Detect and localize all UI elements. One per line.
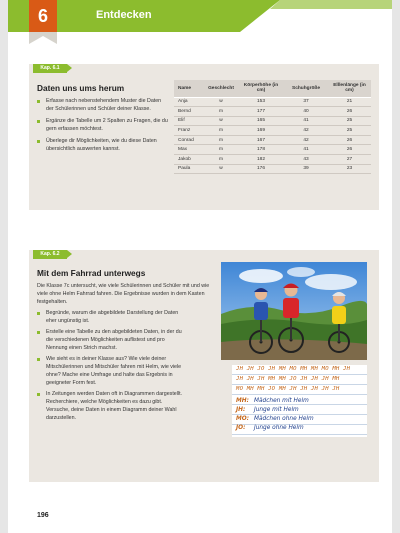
table-row [174, 126, 371, 136]
task-item: Begründe, warum die abgebildete Darstellung der Daten eher ungünstig ist. [37, 309, 187, 325]
page-title: Entdecken [96, 9, 152, 21]
table-row [174, 145, 371, 155]
table-cell: 25 [328, 126, 371, 136]
table-cell: 26 [328, 107, 371, 117]
student-data-table [174, 80, 371, 174]
table-cell: Bernd [174, 107, 204, 117]
tally-line: JH JH JH MH MH JO JH JH JH MH [236, 376, 340, 382]
table-cell: 43 [284, 155, 328, 165]
table-cell: Max [174, 145, 204, 155]
tally-legend [236, 397, 314, 433]
table-row [174, 164, 371, 174]
table-cell: 26 [328, 145, 371, 155]
table-cell: w [204, 116, 238, 126]
table-header-row [174, 80, 371, 97]
table-row [174, 116, 371, 126]
legend-row [236, 424, 314, 433]
column-header: Körperhöhe (in cm) [238, 80, 284, 97]
section-title: Mit dem Fahrrad unterwegs [37, 268, 146, 278]
column-header: Schuhgröße [284, 80, 328, 97]
task-list [37, 309, 187, 425]
table-cell: w [204, 97, 238, 107]
legend-code: JO: [236, 425, 246, 431]
table-cell: m [204, 126, 238, 136]
table-cell: Conrad [174, 135, 204, 145]
table-cell: 42 [284, 126, 328, 136]
legend-row [236, 415, 314, 424]
table-cell: 169 [238, 126, 284, 136]
table-cell: Paula [174, 164, 204, 174]
table-cell: m [204, 107, 238, 117]
column-header: Elllenlänge (in cm) [328, 80, 371, 97]
table-cell: w [204, 164, 238, 174]
task-item: In Zeitungen werden Daten oft in Diagrammen dargestellt. Recherchiere, welche Möglichkeiten es dazu gibt. Versuche, deine Daten in einem Diagramm deiner Wahl darzustellen. [37, 390, 187, 422]
task-item: Wie sieht es in deiner Klasse aus? Wie viele deiner Mitschülerinnen und Mitschüler fahren mit Helm, wie viele ohne? Mache eine Umfrage und halte das Ergebnis in geeigneter Form fest. [37, 355, 187, 387]
table-cell: 26 [328, 135, 371, 145]
column-header: Geschlecht [204, 80, 238, 97]
section-title: Daten uns ums herum [37, 83, 125, 93]
page-number: 196 [37, 512, 49, 519]
tally-line: MO MH MH JO MH JH JH JH JH JH [236, 386, 340, 392]
task-item: Erstelle eine Tabelle zu den abgebildeten Daten, in der du die verschiedenen Möglichkeiten auflistest und pro Nennung einen Strich machst. [37, 328, 187, 352]
legend-code: MH: [236, 398, 249, 404]
table-cell: Anja [174, 97, 204, 107]
table-cell: 182 [238, 155, 284, 165]
task-item: Überlege dir Möglichkeiten, wie du diese Daten übersichtlich auswerten kannst. [37, 137, 169, 153]
table-cell: m [204, 145, 238, 155]
legend-text: Mädchen ohne Helm [254, 416, 314, 422]
column-header: Name [174, 80, 204, 97]
legend-row [236, 406, 314, 415]
table-cell: Jakob [174, 155, 204, 165]
table-cell: 39 [284, 164, 328, 174]
task-item: Ergänze die Tabelle um 2 Spalten zu Fragen, die du gern erfassen möchtest. [37, 117, 169, 133]
table-cell: m [204, 155, 238, 165]
table-cell: 27 [328, 155, 371, 165]
task-list [37, 97, 169, 157]
table-cell: 153 [238, 97, 284, 107]
table-cell: 23 [328, 164, 371, 174]
table-cell: 25 [328, 116, 371, 126]
table-cell: 42 [284, 135, 328, 145]
table-row [174, 135, 371, 145]
chapter-reference-tag: Kap. 6.2 [33, 250, 67, 259]
tally-line: JH JH JO JH MH MO MH MH MO MH JH [236, 366, 351, 372]
legend-text: Junge mit Helm [254, 407, 299, 413]
table-cell: 40 [284, 107, 328, 117]
legend-code: MO: [236, 416, 250, 422]
table-cell: 21 [328, 97, 371, 107]
table-row [174, 107, 371, 117]
table-cell: 41 [284, 145, 328, 155]
legend-code: JH: [236, 407, 246, 413]
table-cell: 37 [284, 97, 328, 107]
table-cell: 41 [284, 116, 328, 126]
legend-text: Junge ohne Helm [254, 425, 304, 431]
table-cell: Franz [174, 126, 204, 136]
table-cell: Elif [174, 116, 204, 126]
table-cell: 167 [238, 135, 284, 145]
table-cell: 165 [238, 116, 284, 126]
legend-text: Mädchen mit Helm [254, 398, 309, 404]
task-item: Erfasse nach nebenstehendem Muster die Daten der Schülerinnen und Schüler deiner Klasse. [37, 97, 169, 113]
book-page [8, 0, 392, 533]
table-row [174, 97, 371, 107]
table-cell: 178 [238, 145, 284, 155]
cyclists-photo [221, 262, 367, 360]
chapter-reference-tag: Kap. 6.1 [33, 64, 67, 73]
chapter-number: 6 [29, 0, 57, 32]
table-cell: 177 [238, 107, 284, 117]
table-cell: 176 [238, 164, 284, 174]
table-row [174, 155, 371, 165]
table-cell: m [204, 135, 238, 145]
section-intro-text: Die Klasse 7c untersucht, wie viele Schülerinnen und Schüler mit und wie viele ohne Helm Fahrrad fahren. Die Ergebnisse wurden in dem Kasten festgehalten. [37, 283, 210, 305]
header-band [8, 0, 392, 32]
legend-row [236, 397, 314, 406]
